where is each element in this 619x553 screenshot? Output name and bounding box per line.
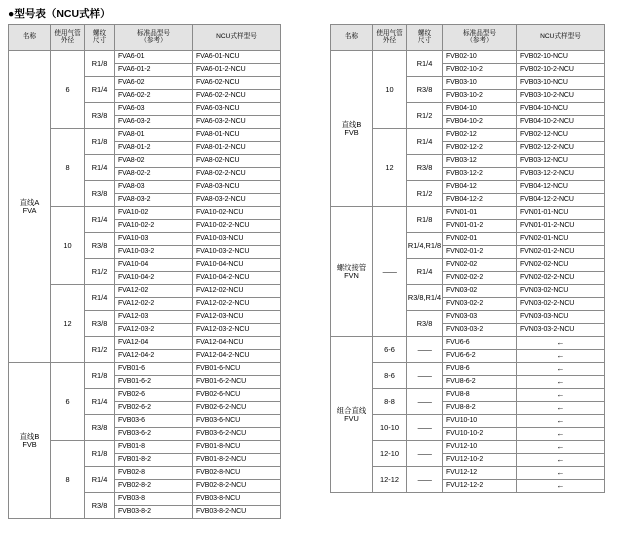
cell-thread-size: R3/8 <box>85 233 115 259</box>
cell-ncu-part-number: FVB02-8-2-NCU <box>193 480 281 493</box>
table-row <box>9 363 281 376</box>
cell-tube-od: 8 <box>51 129 85 207</box>
cell-thread-size: R1/4 <box>85 77 115 103</box>
cell-ncu-part-number: ← <box>517 467 605 480</box>
cell-thread-size: R3/8 <box>407 311 443 337</box>
table-row <box>331 389 605 402</box>
cell-ncu-part-number: FVB03-8-2-NCU <box>193 506 281 519</box>
cell-ncu-part-number: FVB03-10-NCU <box>517 77 605 90</box>
cell-standard-part-number: FVB03-12 <box>443 155 517 168</box>
col-header-thread <box>85 25 115 51</box>
cell-thread-size: R3/8 <box>85 181 115 207</box>
cell-ncu-part-number: FVA6-02-2-NCU <box>193 90 281 103</box>
product-name-line: 直线B <box>19 431 40 441</box>
col-header-tube-od-line2: 外径 <box>60 36 75 44</box>
table-row <box>331 441 605 454</box>
cell-standard-part-number: FVU10-10 <box>443 415 517 428</box>
cell-thread-size: R3/8 <box>85 493 115 519</box>
cell-product-name <box>331 51 373 207</box>
cell-ncu-part-number: FVB03-12-NCU <box>517 155 605 168</box>
product-name-line: 直线B <box>341 119 362 129</box>
cell-standard-part-number: FVU6-6-2 <box>443 350 517 363</box>
cell-standard-part-number: FVN02-01 <box>443 233 517 246</box>
cell-ncu-part-number: FVA10-03-NCU <box>193 233 281 246</box>
cell-thread-size: —— <box>407 441 443 467</box>
table-row <box>331 207 605 220</box>
col-header-ncu-part: NCU式样型号 <box>517 25 605 51</box>
cell-ncu-part-number: FVN03-03-NCU <box>517 311 605 324</box>
cell-thread-size: R1/2 <box>407 181 443 207</box>
cell-ncu-part-number: FVN02-02-NCU <box>517 259 605 272</box>
cell-standard-part-number: FVB02-10-2 <box>443 64 517 77</box>
cell-tube-od: 12 <box>51 285 85 363</box>
cell-thread-size: R3/8 <box>407 77 443 103</box>
cell-ncu-part-number: FVA12-03-NCU <box>193 311 281 324</box>
cell-thread-size: R3/8 <box>85 103 115 129</box>
cell-standard-part-number: FVB03-8 <box>115 493 193 506</box>
table-row <box>9 51 281 64</box>
cell-thread-size: R1/4 <box>407 129 443 155</box>
cell-ncu-part-number: FVB04-10-2-NCU <box>517 116 605 129</box>
cell-standard-part-number: FVB01-8-2 <box>115 454 193 467</box>
table-row <box>331 337 605 350</box>
cell-ncu-part-number: FVB01-6-NCU <box>193 363 281 376</box>
col-header-thread-line1: 螺纹 <box>92 29 107 37</box>
cell-thread-size: R1/8 <box>85 441 115 467</box>
col-header-thread-line2: 尺寸 <box>92 36 107 44</box>
cell-ncu-part-number: FVA12-02-NCU <box>193 285 281 298</box>
cell-product-name <box>331 337 373 493</box>
cell-tube-od: 6-6 <box>373 337 407 363</box>
cell-thread-size: R3/8 <box>85 415 115 441</box>
cell-standard-part-number: FVN03-02-2 <box>443 298 517 311</box>
cell-standard-part-number: FVB02-12 <box>443 129 517 142</box>
product-name-line: 螺纹接管 <box>336 262 367 272</box>
cell-standard-part-number: FVB03-6-2 <box>115 428 193 441</box>
cell-thread-size: —— <box>407 415 443 441</box>
cell-tube-od: 10 <box>51 207 85 285</box>
cell-ncu-part-number: FVA8-03-NCU <box>193 181 281 194</box>
cell-standard-part-number: FVA8-03-2 <box>115 194 193 207</box>
cell-standard-part-number: FVA6-01-2 <box>115 64 193 77</box>
cell-ncu-part-number: FVB01-6-2-NCU <box>193 376 281 389</box>
cell-thread-size: R1/8 <box>85 51 115 77</box>
cell-standard-part-number: FVB04-12-2 <box>443 194 517 207</box>
col-header-name: 名称 <box>9 25 51 51</box>
cell-ncu-part-number: ← <box>517 337 605 350</box>
cell-thread-size: R1/2 <box>85 259 115 285</box>
cell-ncu-part-number: FVB04-10-NCU <box>517 103 605 116</box>
cell-ncu-part-number: ← <box>517 480 605 493</box>
cell-standard-part-number: FVA6-03-2 <box>115 116 193 129</box>
cell-standard-part-number: FVU6-6 <box>443 337 517 350</box>
cell-thread-size: R1/2 <box>85 337 115 363</box>
cell-standard-part-number: FVB01-8 <box>115 441 193 454</box>
col-header-std-part-line2: （参考） <box>140 36 167 44</box>
table-row <box>331 363 605 376</box>
cell-standard-part-number: FVA10-04-2 <box>115 272 193 285</box>
cell-tube-od: 8-8 <box>373 389 407 415</box>
col-header-std-part <box>115 25 193 51</box>
cell-ncu-part-number: FVB01-8-2-NCU <box>193 454 281 467</box>
cell-tube-od: 12 <box>373 129 407 207</box>
cell-thread-size: R1/4 <box>85 155 115 181</box>
cell-thread-size: R1/4 <box>407 259 443 285</box>
cell-thread-size: —— <box>407 363 443 389</box>
col-header-thread-line1: 螺纹 <box>417 29 432 37</box>
cell-ncu-part-number: ← <box>517 363 605 376</box>
cell-standard-part-number: FVU10-10-2 <box>443 428 517 441</box>
cell-thread-size: R3/8 <box>85 311 115 337</box>
cell-ncu-part-number: FVB02-10-NCU <box>517 51 605 64</box>
cell-thread-size: R1/4 <box>85 285 115 311</box>
cell-standard-part-number: FVU12-12 <box>443 467 517 480</box>
col-header-std-part <box>443 25 517 51</box>
col-header-std-part-line1: 标准品型号 <box>463 29 496 37</box>
cell-ncu-part-number: FVN01-01-2-NCU <box>517 220 605 233</box>
cell-thread-size: R1/4 <box>85 207 115 233</box>
cell-standard-part-number: FVA10-02-2 <box>115 220 193 233</box>
cell-ncu-part-number: FVA10-02-2-NCU <box>193 220 281 233</box>
cell-thread-size: R1/8 <box>85 363 115 389</box>
cell-thread-size: R1/8 <box>407 207 443 233</box>
cell-ncu-part-number: FVA8-02-2-NCU <box>193 168 281 181</box>
cell-ncu-part-number: FVB04-12-2-NCU <box>517 194 605 207</box>
cell-ncu-part-number: FVB03-8-NCU <box>193 493 281 506</box>
col-header-tube-od <box>373 25 407 51</box>
cell-standard-part-number: FVN02-02-2 <box>443 272 517 285</box>
cell-ncu-part-number: FVA6-02-NCU <box>193 77 281 90</box>
cell-standard-part-number: FVN03-03 <box>443 311 517 324</box>
product-name-line: FVN <box>344 270 359 280</box>
cell-standard-part-number: FVB03-10 <box>443 77 517 90</box>
cell-thread-size: R3/8,R1/4 <box>407 285 443 311</box>
col-header-tube-od-line1: 使用气管 <box>54 29 81 37</box>
cell-standard-part-number: FVA10-03-2 <box>115 246 193 259</box>
cell-ncu-part-number: FVA8-01-2-NCU <box>193 142 281 155</box>
product-name-line: FVU <box>344 413 359 423</box>
cell-thread-size: R1/4 <box>85 467 115 493</box>
cell-ncu-part-number: FVB02-6-2-NCU <box>193 402 281 415</box>
cell-standard-part-number: FVU8-8 <box>443 389 517 402</box>
product-name-line: FVB <box>22 439 37 449</box>
cell-thread-size: R1/4 <box>407 51 443 77</box>
cell-thread-size: —— <box>407 467 443 493</box>
cell-ncu-part-number: FVA6-03-NCU <box>193 103 281 116</box>
table-row <box>331 415 605 428</box>
cell-standard-part-number: FVA6-01 <box>115 51 193 64</box>
cell-standard-part-number: FVB01-6 <box>115 363 193 376</box>
cell-ncu-part-number: FVB02-10-2-NCU <box>517 64 605 77</box>
cell-standard-part-number: FVA12-04-2 <box>115 350 193 363</box>
cell-standard-part-number: FVB03-10-2 <box>443 90 517 103</box>
cell-ncu-part-number: FVB01-8-NCU <box>193 441 281 454</box>
cell-ncu-part-number: ← <box>517 428 605 441</box>
table-row <box>331 467 605 480</box>
col-header-tube-od <box>51 25 85 51</box>
product-name-line: FVA <box>22 205 37 215</box>
cell-standard-part-number: FVA8-03 <box>115 181 193 194</box>
cell-standard-part-number: FVU12-12-2 <box>443 480 517 493</box>
cell-standard-part-number: FVB02-8 <box>115 467 193 480</box>
cell-tube-od: 8 <box>51 441 85 519</box>
cell-standard-part-number: FVB02-6-2 <box>115 402 193 415</box>
cell-standard-part-number: FVA8-02 <box>115 155 193 168</box>
cell-standard-part-number: FVU8-6-2 <box>443 376 517 389</box>
cell-thread-size: R3/8 <box>407 155 443 181</box>
table-header-row <box>331 25 605 51</box>
cell-ncu-part-number: FVA10-03-2-NCU <box>193 246 281 259</box>
cell-ncu-part-number: FVA10-04-2-NCU <box>193 272 281 285</box>
cell-ncu-part-number: FVA12-02-2-NCU <box>193 298 281 311</box>
cell-standard-part-number: FVB04-10 <box>443 103 517 116</box>
model-table-right <box>330 24 605 493</box>
cell-standard-part-number: FVB04-10-2 <box>443 116 517 129</box>
cell-ncu-part-number: ← <box>517 415 605 428</box>
col-header-thread-line2: 尺寸 <box>417 36 432 44</box>
cell-ncu-part-number: FVA12-04-NCU <box>193 337 281 350</box>
cell-tube-od: 6 <box>51 51 85 129</box>
cell-product-name <box>331 207 373 337</box>
cell-thread-size: R1/8 <box>85 129 115 155</box>
cell-ncu-part-number: ← <box>517 441 605 454</box>
col-header-std-part-line1: 标准品型号 <box>137 29 170 37</box>
cell-tube-od: 12-10 <box>373 441 407 467</box>
cell-standard-part-number: FVN03-03-2 <box>443 324 517 337</box>
cell-standard-part-number: FVU8-8-2 <box>443 402 517 415</box>
product-name-line: 直线A <box>19 197 40 207</box>
cell-ncu-part-number: FVB03-6-NCU <box>193 415 281 428</box>
cell-standard-part-number: FVA8-01 <box>115 129 193 142</box>
cell-standard-part-number: FVN02-01-2 <box>443 246 517 259</box>
cell-standard-part-number: FVB02-10 <box>443 51 517 64</box>
cell-ncu-part-number: FVA6-01-NCU <box>193 51 281 64</box>
cell-thread-size: R1/4 <box>85 389 115 415</box>
col-header-std-part-line2: （参考） <box>466 36 493 44</box>
cell-standard-part-number: FVA12-02-2 <box>115 298 193 311</box>
cell-tube-od: 8-6 <box>373 363 407 389</box>
cell-ncu-part-number: ← <box>517 389 605 402</box>
cell-standard-part-number: FVA10-03 <box>115 233 193 246</box>
cell-standard-part-number: FVA12-04 <box>115 337 193 350</box>
cell-standard-part-number: FVA10-04 <box>115 259 193 272</box>
cell-ncu-part-number: FVA6-03-2-NCU <box>193 116 281 129</box>
product-name-line: 组合直线 <box>336 405 367 415</box>
cell-tube-od: —— <box>373 207 407 337</box>
cell-ncu-part-number: FVN02-02-2-NCU <box>517 272 605 285</box>
model-table-left <box>8 24 281 519</box>
cell-standard-part-number: FVN03-02 <box>443 285 517 298</box>
col-header-tube-od-line1: 使用气管 <box>376 29 403 37</box>
cell-ncu-part-number: FVN03-02-2-NCU <box>517 298 605 311</box>
cell-ncu-part-number: FVA10-02-NCU <box>193 207 281 220</box>
cell-standard-part-number: FVB02-6 <box>115 389 193 402</box>
cell-standard-part-number: FVA6-02 <box>115 77 193 90</box>
cell-standard-part-number: FVB02-12-2 <box>443 142 517 155</box>
cell-ncu-part-number: FVA10-04-NCU <box>193 259 281 272</box>
cell-ncu-part-number: FVA8-01-NCU <box>193 129 281 142</box>
cell-tube-od: 10-10 <box>373 415 407 441</box>
table-body-right <box>331 51 605 493</box>
cell-ncu-part-number: FVB02-6-NCU <box>193 389 281 402</box>
cell-ncu-part-number: FVN02-01-NCU <box>517 233 605 246</box>
cell-ncu-part-number: FVN02-01-2-NCU <box>517 246 605 259</box>
cell-standard-part-number: FVA10-02 <box>115 207 193 220</box>
cell-ncu-part-number: FVB02-12-2-NCU <box>517 142 605 155</box>
cell-standard-part-number: FVB03-8-2 <box>115 506 193 519</box>
cell-standard-part-number: FVU12-10-2 <box>443 454 517 467</box>
col-header-ncu-part: NCU式样型号 <box>193 25 281 51</box>
cell-ncu-part-number: FVB04-12-NCU <box>517 181 605 194</box>
cell-standard-part-number: FVB03-6 <box>115 415 193 428</box>
cell-product-name <box>9 363 51 519</box>
cell-ncu-part-number: ← <box>517 402 605 415</box>
cell-standard-part-number: FVA8-01-2 <box>115 142 193 155</box>
col-header-tube-od-line2: 外径 <box>382 36 397 44</box>
cell-thread-size: —— <box>407 337 443 363</box>
cell-product-name <box>9 51 51 363</box>
product-name-line: FVB <box>344 127 359 137</box>
cell-tube-od: 10 <box>373 51 407 129</box>
cell-ncu-part-number: FVN03-03-2-NCU <box>517 324 605 337</box>
cell-standard-part-number: FVA6-02-2 <box>115 90 193 103</box>
cell-ncu-part-number: FVB03-10-2-NCU <box>517 90 605 103</box>
table-header-row <box>9 25 281 51</box>
cell-thread-size: R1/2 <box>407 103 443 129</box>
cell-ncu-part-number: ← <box>517 376 605 389</box>
cell-ncu-part-number: FVA8-02-NCU <box>193 155 281 168</box>
cell-standard-part-number: FVA6-03 <box>115 103 193 116</box>
cell-ncu-part-number: FVA8-03-2-NCU <box>193 194 281 207</box>
cell-tube-od: 12-12 <box>373 467 407 493</box>
page-title: ●型号表（NCU式样） <box>8 8 111 20</box>
cell-standard-part-number: FVB02-8-2 <box>115 480 193 493</box>
cell-standard-part-number: FVA8-02-2 <box>115 168 193 181</box>
cell-ncu-part-number: FVB02-12-NCU <box>517 129 605 142</box>
cell-ncu-part-number: FVA6-01-2-NCU <box>193 64 281 77</box>
cell-standard-part-number: FVN02-02 <box>443 259 517 272</box>
cell-thread-size: R1/4,R1/8 <box>407 233 443 259</box>
cell-standard-part-number: FVU8-6 <box>443 363 517 376</box>
table-row <box>331 51 605 64</box>
cell-ncu-part-number: ← <box>517 454 605 467</box>
cell-standard-part-number: FVB01-6-2 <box>115 376 193 389</box>
cell-ncu-part-number: ← <box>517 350 605 363</box>
cell-standard-part-number: FVB03-12-2 <box>443 168 517 181</box>
cell-ncu-part-number: FVA12-04-2-NCU <box>193 350 281 363</box>
cell-standard-part-number: FVU12-10 <box>443 441 517 454</box>
cell-ncu-part-number: FVB03-6-2-NCU <box>193 428 281 441</box>
cell-ncu-part-number: FVN01-01-NCU <box>517 207 605 220</box>
table-body-left <box>9 51 281 519</box>
cell-standard-part-number: FVA12-03 <box>115 311 193 324</box>
cell-ncu-part-number: FVB02-8-NCU <box>193 467 281 480</box>
cell-ncu-part-number: FVA12-03-2-NCU <box>193 324 281 337</box>
cell-standard-part-number: FVN01-01 <box>443 207 517 220</box>
col-header-name: 名称 <box>331 25 373 51</box>
cell-standard-part-number: FVB04-12 <box>443 181 517 194</box>
cell-thread-size: —— <box>407 389 443 415</box>
table-row <box>331 129 605 142</box>
cell-ncu-part-number: FVN03-02-NCU <box>517 285 605 298</box>
cell-tube-od: 6 <box>51 363 85 441</box>
cell-standard-part-number: FVN01-01-2 <box>443 220 517 233</box>
cell-standard-part-number: FVA12-02 <box>115 285 193 298</box>
cell-standard-part-number: FVA12-03-2 <box>115 324 193 337</box>
col-header-thread <box>407 25 443 51</box>
cell-ncu-part-number: FVB03-12-2-NCU <box>517 168 605 181</box>
